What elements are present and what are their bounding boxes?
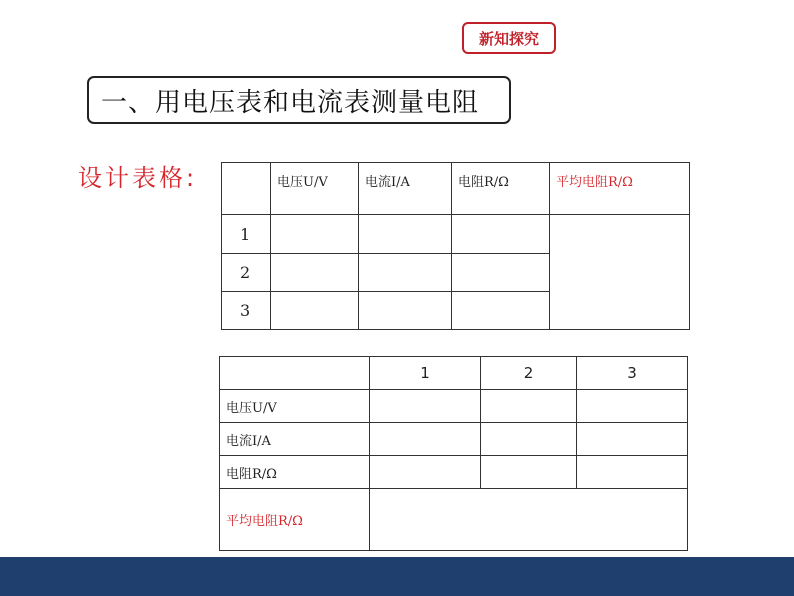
average-resistance-cell xyxy=(370,489,688,551)
table-row xyxy=(222,215,690,254)
footer-bar xyxy=(0,557,794,596)
section-badge: 新知探究 xyxy=(462,22,556,54)
corner-cell xyxy=(222,163,271,215)
table-cell xyxy=(370,390,481,423)
row-label-voltage: 电压U/V xyxy=(220,390,370,423)
table-cell xyxy=(577,390,688,423)
table-cell xyxy=(481,423,577,456)
row-label-average-resistance: 平均电阻R/Ω xyxy=(220,489,370,551)
header-average-resistance: 平均电阻R/Ω xyxy=(550,163,690,215)
row-label-current: 电流I/A xyxy=(220,423,370,456)
cell-resistance xyxy=(452,292,550,330)
table-header-row xyxy=(222,163,690,215)
table-cell xyxy=(481,456,577,489)
cell-resistance xyxy=(452,254,550,292)
design-table-label: 设计表格: xyxy=(78,164,198,192)
cell-voltage xyxy=(271,254,359,292)
table-cell xyxy=(577,456,688,489)
table-row xyxy=(220,489,688,551)
cell-current xyxy=(359,254,452,292)
row-number: 3 xyxy=(222,292,271,330)
table-row xyxy=(220,390,688,423)
trial-2-header: 2 xyxy=(481,357,577,390)
header-resistance: 电阻R/Ω xyxy=(452,163,550,215)
trial-1-header: 1 xyxy=(370,357,481,390)
table-cell xyxy=(370,456,481,489)
cell-voltage xyxy=(271,215,359,254)
cell-current xyxy=(359,292,452,330)
lesson-title xyxy=(87,76,511,124)
cell-resistance xyxy=(452,215,550,254)
table-cell xyxy=(481,390,577,423)
corner-cell xyxy=(220,357,370,390)
table-header-row xyxy=(220,357,688,390)
header-current: 电流I/A xyxy=(359,163,452,215)
table-cell xyxy=(370,423,481,456)
cell-voltage xyxy=(271,292,359,330)
table-row xyxy=(220,423,688,456)
lesson-title-text: 一、用电压表和电流表测量电阻 xyxy=(101,87,480,118)
row-number: 1 xyxy=(222,215,271,254)
cell-average-resistance xyxy=(550,215,690,330)
row-number: 2 xyxy=(222,254,271,292)
trial-3-header: 3 xyxy=(577,357,688,390)
cell-current xyxy=(359,215,452,254)
header-voltage: 电压U/V xyxy=(271,163,359,215)
table-row xyxy=(220,456,688,489)
table-cell xyxy=(577,423,688,456)
measurement-table-columns xyxy=(219,356,688,551)
row-label-resistance: 电阻R/Ω xyxy=(220,456,370,489)
measurement-table-rows xyxy=(221,162,690,330)
